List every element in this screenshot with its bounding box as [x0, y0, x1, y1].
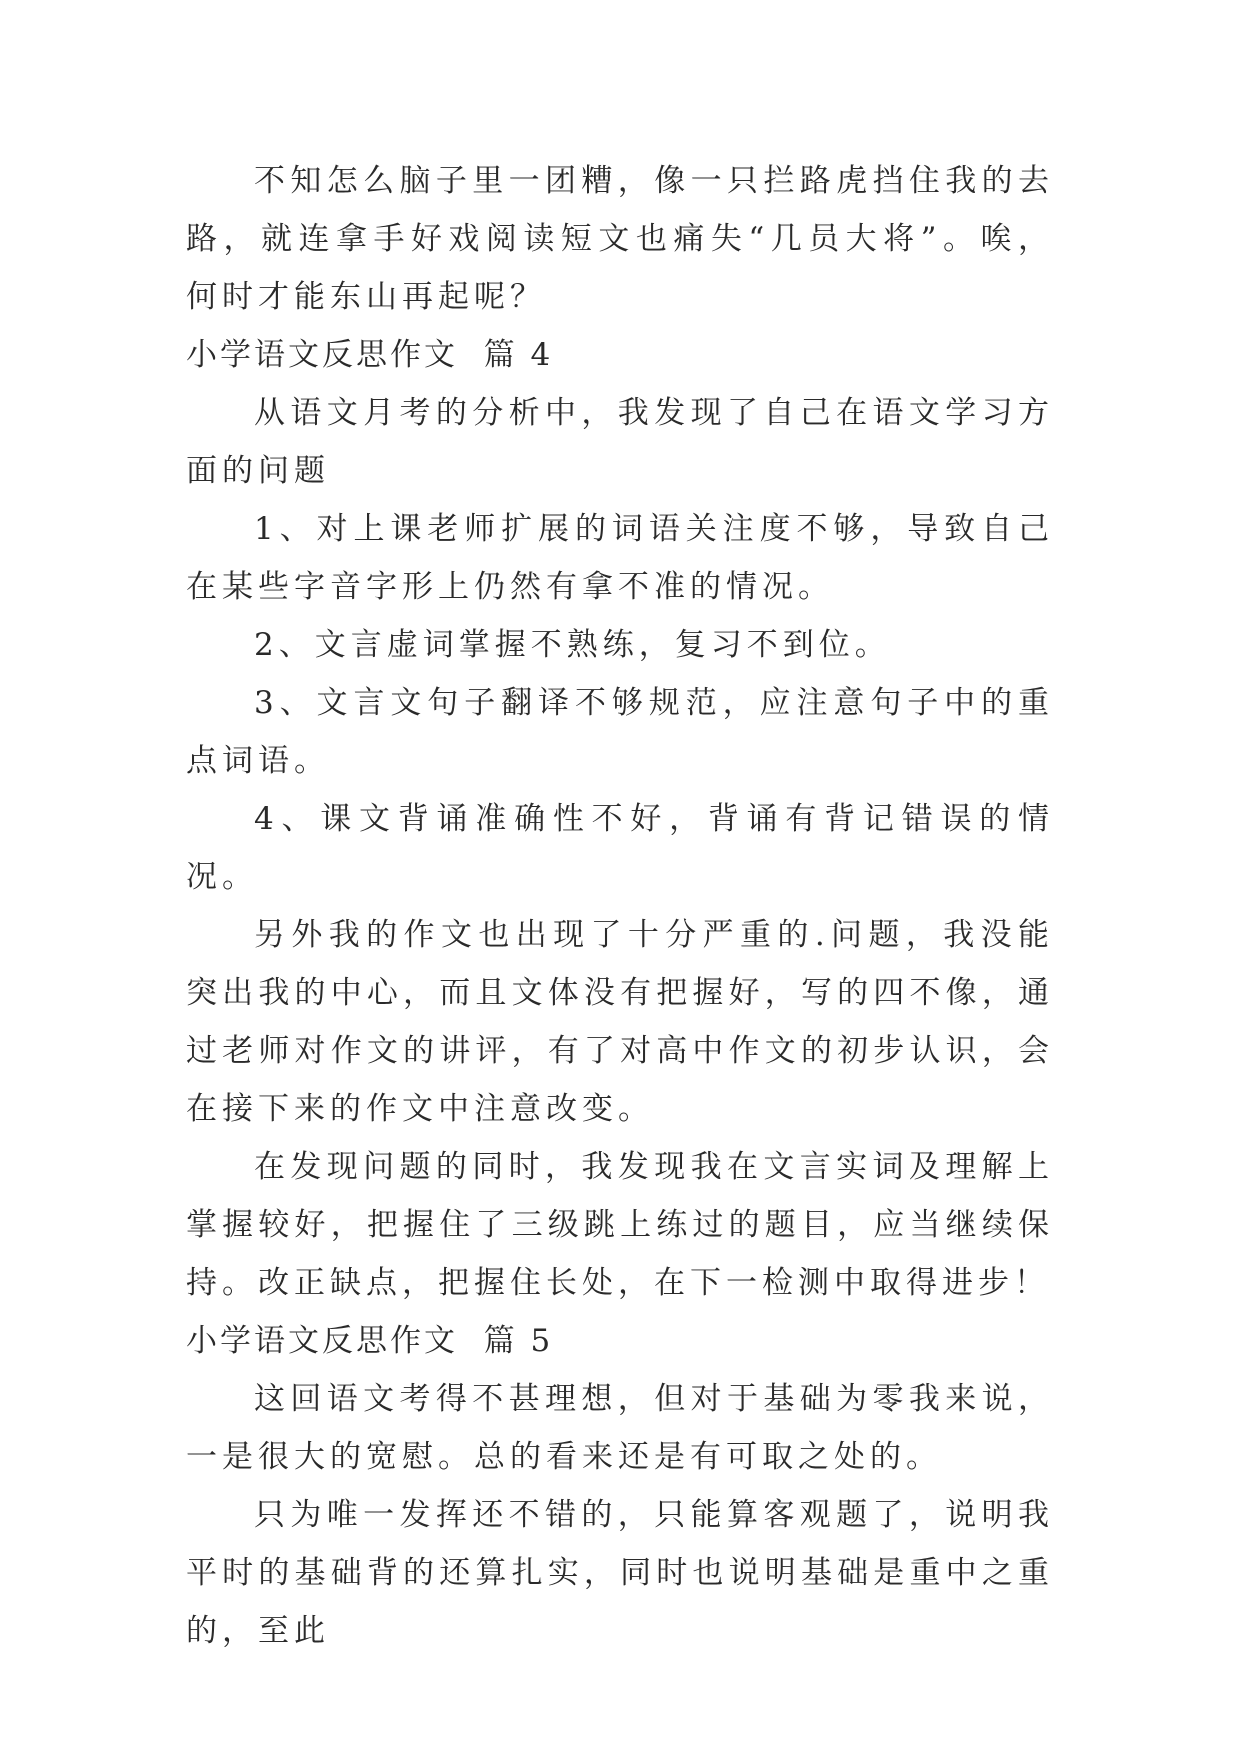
paragraph: 不知怎么脑子里一团糟，像一只拦路虎挡住我的去路，就连拿手好戏阅读短文也痛失“几员大将”。唉，何时才能东山再起呢？	[186, 163, 1054, 315]
paragraph: 另外我的作文也出现了十分严重的.问题，我没能突出我的中心，而且文体没有把握好，写的四不像，通过老师对作文的讲评，有了对高中作文的初步认识，会在接下来的作文中注意改变。	[186, 917, 1054, 1127]
paragraph: 只为唯一发挥还不错的，只能算客观题了，说明我平时的基础背的还算扎实，同时也说明基础是重中之重的，至此	[186, 1497, 1054, 1649]
list-item: 4、课文背诵准确性不好，背诵有背记错误的情况。	[186, 801, 1054, 895]
list-item: 3、文言文句子翻译不够规范，应注意句子中的重点词语。	[186, 685, 1054, 779]
paragraph: 从语文月考的分析中，我发现了自己在语文学习方面的问题	[186, 395, 1054, 489]
section-heading: 小学语文反思作文 篇 4	[186, 337, 554, 373]
paragraph: 这回语文考得不甚理想，但对于基础为零我来说，一是很大的宽慰。总的看来还是有可取之处的。	[186, 1381, 1054, 1475]
paragraph: 在发现问题的同时，我发现我在文言实词及理解上掌握较好，把握住了三级跳上练过的题目，应当继续保持。改正缺点，把握住长处，在下一检测中取得进步！	[186, 1149, 1054, 1301]
section-heading: 小学语文反思作文 篇 5	[186, 1323, 554, 1359]
document-body	[186, 152, 1054, 1660]
list-item: 1、对上课老师扩展的词语关注度不够，导致自己在某些字音字形上仍然有拿不准的情况。	[186, 511, 1054, 605]
list-item: 2、文言虚词掌握不熟练，复习不到位。	[254, 627, 891, 663]
